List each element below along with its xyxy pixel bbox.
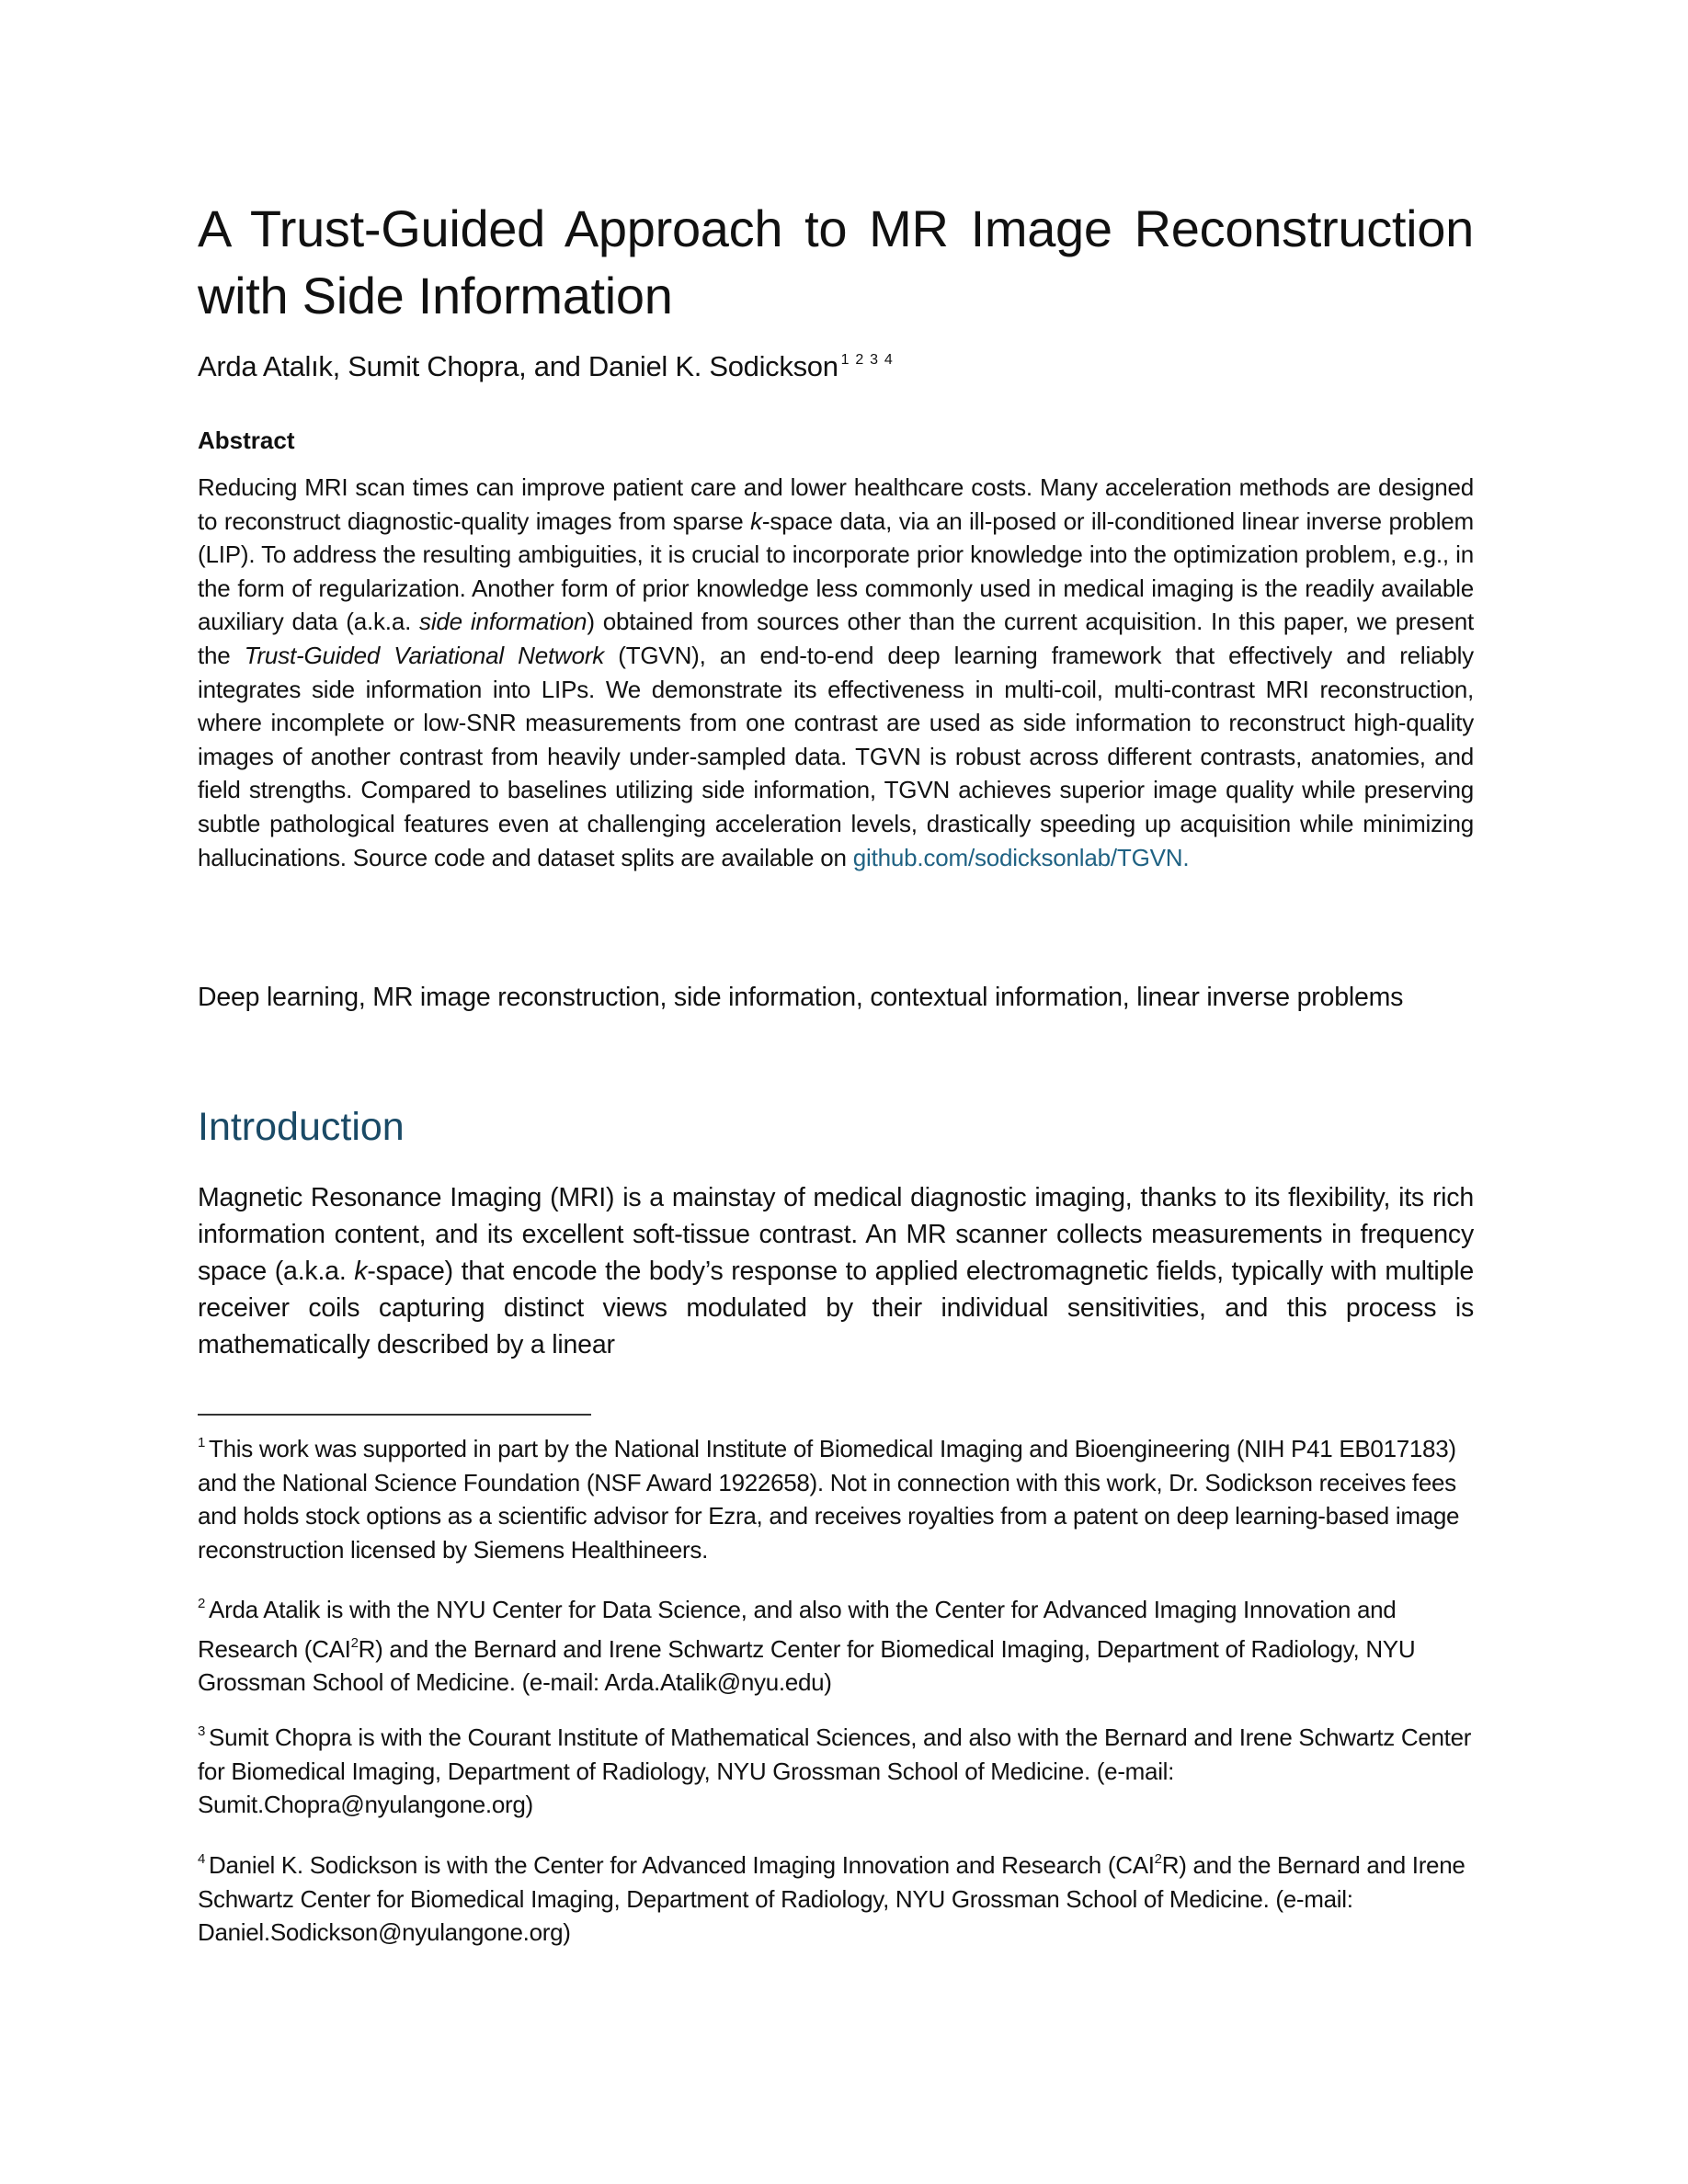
abstract-heading: Abstract: [198, 427, 295, 454]
text-run: -space) that encode the body’s response to applied electromagnetic fields, typically with multiple receiver coils capturing distinct views modulated by their individual sensitivities, and this process is mathematically described by a linear: [198, 1257, 1474, 1359]
abstract-body: [198, 471, 1474, 874]
text-run: ) obtained from sources other than the current acquisition. In this paper, we present the: [198, 608, 1474, 669]
keywords: Deep learning, MR image reconstruction, side information, contextual information, linear inverse problems: [198, 983, 1404, 1012]
section-heading-introduction: Introduction: [198, 1105, 405, 1149]
footnote-2: [198, 1587, 1474, 1700]
text-run: This work was supported in part by the National Institute of Biomedical Imaging and Bioengineering (NIH P41 EB017183) and the National Science Foundation (NSF Award 1922658). Not in connection with this work, Dr. Sodickson receives fees and holds stock options as a scientific advisor for Ezra, and receives royalties from a patent on deep learning-based image reconstruction licensed by Siemens Healthineers.: [198, 1435, 1460, 1564]
italic-text: side information: [419, 608, 587, 636]
text-run: Daniel K. Sodickson is with the Center for Advanced Imaging Innovation and Research (CAI: [209, 1851, 1155, 1879]
footnote-3: [198, 1715, 1474, 1822]
repository-link[interactable]: github.com/sodicksonlab/TGVN.: [852, 843, 1190, 871]
footnote-mark: 2: [198, 1596, 206, 1611]
text-run: -space data, via an ill-posed or ill-conditioned linear inverse problem (LIP). To address the resulting ambiguities, it is crucial to incorporate prior knowledge into the optimization problem, e.g., in the form of regularization. Another form of prior knowledge less commonly used in medical imaging is the readily available auxiliary data (a.k.a.: [198, 506, 1474, 636]
footnote-text: [198, 1851, 1466, 1946]
footnote-text: [198, 1596, 1415, 1696]
italic-text: Trust-Guided Variational Network: [244, 641, 605, 669]
paper-title: A Trust-Guided Approach to MR Image Reconstruction with Side Information: [198, 199, 1474, 324]
footnote-divider: [198, 1414, 591, 1416]
text-run: (TGVN), an end-to-end deep learning framework that effectively and reliably integrates side information into LIPs. We demonstrate its effectiveness in multi-coil, multi-contrast MRI reconstruction, where incomplete or low-SNR measurements from one contrast are used as side information to reconstruct high-quality images of another contrast from heavily under-sampled data. TGVN is robust across different contrasts, anatomies, and field strengths. Compared to baselines utilizing side information, TGVN achieves superior image quality while preserving subtle pathological features even at challenging acceleration levels, drastically speeding up acquisition while minimizing hallucinations. Source code and dataset splits are available on: [198, 641, 1474, 871]
footnote-mark: 4: [198, 1851, 206, 1867]
superscript: 2: [1154, 1851, 1162, 1867]
footnote-mark: 3: [198, 1723, 206, 1739]
author-names: Arda Atalık, Sumit Chopra, and Daniel K. Sodickson: [198, 350, 838, 382]
superscript: 2: [350, 1634, 359, 1651]
italic-text: k: [750, 506, 762, 535]
italic-text: k: [354, 1257, 368, 1286]
author-footnote-marks: 1 2 3 4: [840, 352, 893, 368]
footnote-4: [198, 1843, 1474, 1950]
text-run: Arda Atalik is with the NYU Center for Data Science, and also with the Center for Advanced Imaging Innovation and Research (CAI: [198, 1596, 1397, 1663]
text-run: Magnetic Resonance Imaging (MRI) is a mainstay of medical diagnostic imaging, thanks to its flexibility, its rich information content, and its excellent soft-tissue contrast. An MR scanner collects measurements in frequency space (a.k.a.: [198, 1183, 1474, 1286]
text-run: Reducing MRI scan times can improve patient care and lower healthcare costs. Many acceleration methods are designed to reconstruct diagnostic-quality images from sparse: [198, 473, 1474, 535]
footnote-1: [198, 1427, 1474, 1566]
text-run: Sumit Chopra is with the Courant Institute of Mathematical Sciences, and also with the Bernard and Irene Schwartz Center for Biomedical Imaging, Department of Radiology, NYU Grossman School of Medicine. (e-mail: Sumit.Chopra@nyulangone.org): [198, 1723, 1472, 1818]
footnote-text: [198, 1435, 1459, 1564]
introduction-body: [198, 1179, 1474, 1363]
text-run: R) and the Bernard and Irene Schwartz Center for Biomedical Imaging, Department of Radiology, NYU Grossman School of Medicine. (e-mail: Arda.Atalik@nyu.edu): [198, 1634, 1416, 1696]
footnote-mark: 1: [198, 1435, 206, 1450]
author-list: [198, 342, 893, 385]
footnote-text: [198, 1723, 1471, 1818]
text-run: R) and the Bernard and Irene Schwartz Center for Biomedical Imaging, Department of Radiology, NYU Grossman School of Medicine. (e-mail: Daniel.Sodickson@nyulangone.org): [198, 1851, 1466, 1946]
